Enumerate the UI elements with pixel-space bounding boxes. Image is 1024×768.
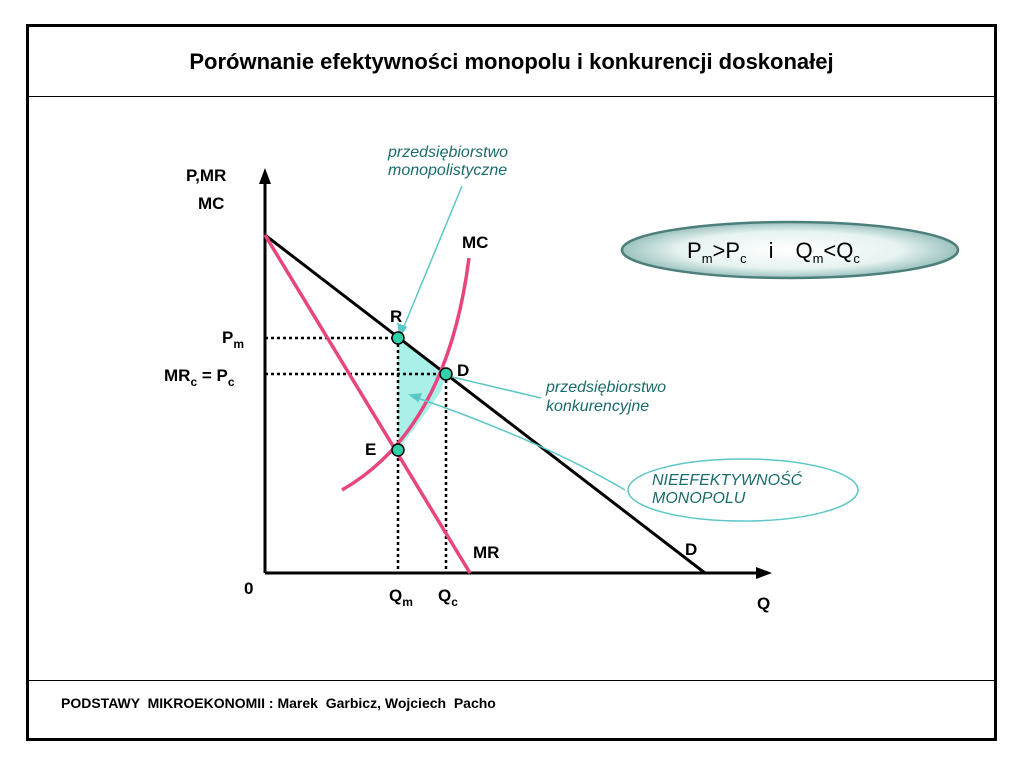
x-axis-label: Q	[757, 594, 771, 613]
inefficiency-annotation-line2: MONOPOLU	[652, 490, 746, 507]
inefficiency-annotation-line1: NIEEFEKTYWNOŚĆ	[652, 472, 803, 489]
point-e-label: E	[365, 440, 377, 459]
point-d	[440, 368, 452, 380]
qc-label: $Q_c$	[438, 586, 458, 609]
slide-title: Porównanie efektywności monopolu i konkurencji doskonałej	[189, 48, 834, 74]
mr-curve-label: MR	[473, 543, 500, 562]
demand-curve-label: D	[685, 540, 698, 559]
x-axis-arrow	[756, 567, 772, 579]
y-axis-label-line2: MC	[198, 194, 225, 213]
formula-text: $P_m>P_c$ i $Q_m<Q_c$	[687, 238, 860, 266]
y-axis-label-line1: P,MR	[186, 166, 227, 185]
competitive-annotation-line2: konkurencyjne	[546, 398, 650, 415]
origin-label: 0	[244, 579, 254, 598]
y-axis-arrow	[259, 168, 271, 184]
point-d-label: D	[457, 361, 470, 380]
monopoly-annotation-line1: przedsiębiorstwo	[388, 144, 509, 161]
mr-curve	[265, 235, 470, 573]
point-r	[392, 332, 404, 344]
monopoly-pointer-line	[400, 186, 462, 336]
pm-label: $P_m$	[222, 328, 245, 351]
point-r-label: R	[390, 307, 403, 326]
qm-label: $Q_m$	[389, 586, 413, 609]
monopoly-annotation-line2: monopolistyczne	[388, 162, 508, 179]
mrc-pc-label: $MR_c = P_c$	[164, 366, 235, 389]
point-e	[392, 444, 404, 456]
formula-oval	[622, 222, 958, 278]
competitive-annotation-line1: przedsiębiorstwo	[546, 379, 667, 396]
footer-credits: PODSTAWY MIKROEKONOMII : Marek Garbicz, Wojciech Pacho	[61, 695, 496, 711]
mc-curve-label: MC	[462, 233, 489, 252]
